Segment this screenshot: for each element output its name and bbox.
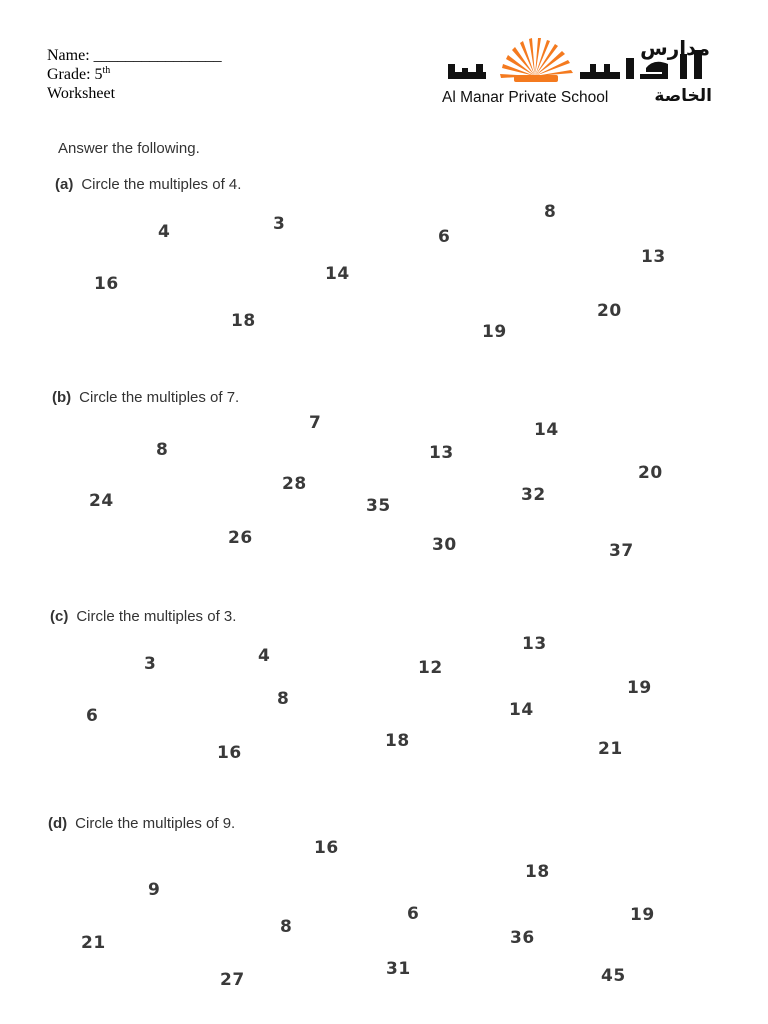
- logo-english-name: Al Manar Private School: [442, 89, 609, 106]
- number-item[interactable]: 9: [148, 880, 161, 900]
- number-item[interactable]: 8: [544, 202, 557, 222]
- number-item[interactable]: 18: [525, 862, 550, 882]
- number-item[interactable]: 14: [325, 264, 350, 284]
- number-item[interactable]: 16: [314, 838, 339, 858]
- number-item[interactable]: 13: [429, 443, 454, 463]
- number-item[interactable]: 45: [601, 966, 626, 986]
- number-item[interactable]: 28: [282, 474, 307, 494]
- number-item[interactable]: 12: [418, 658, 443, 678]
- number-item[interactable]: 30: [432, 535, 457, 555]
- number-item[interactable]: 20: [597, 301, 622, 321]
- number-item[interactable]: 8: [277, 689, 290, 709]
- number-item[interactable]: 14: [509, 700, 534, 720]
- question-d-label: (d) Circle the multiples of 9.: [48, 815, 236, 832]
- number-item[interactable]: 13: [522, 634, 547, 654]
- number-item[interactable]: 3: [144, 654, 157, 674]
- number-item[interactable]: 32: [521, 485, 546, 505]
- number-item[interactable]: 36: [510, 928, 535, 948]
- number-item[interactable]: 35: [366, 496, 391, 516]
- worksheet-label: Worksheet: [47, 85, 116, 102]
- number-item[interactable]: 13: [641, 247, 666, 267]
- number-item[interactable]: 21: [81, 933, 106, 953]
- question-c-label: (c) Circle the multiples of 3.: [50, 608, 237, 625]
- number-item[interactable]: 7: [309, 413, 322, 433]
- number-item[interactable]: 20: [638, 463, 663, 483]
- school-logo: [440, 28, 718, 114]
- number-item[interactable]: 3: [273, 214, 286, 234]
- number-item[interactable]: 8: [156, 440, 169, 460]
- number-item[interactable]: 21: [598, 739, 623, 759]
- number-item[interactable]: 16: [217, 743, 242, 763]
- number-item[interactable]: 14: [534, 420, 559, 440]
- number-item[interactable]: 6: [407, 904, 420, 924]
- number-item[interactable]: 19: [630, 905, 655, 925]
- number-item[interactable]: 4: [158, 222, 171, 242]
- number-item[interactable]: 18: [385, 731, 410, 751]
- number-item[interactable]: 27: [220, 970, 245, 990]
- question-a-label: (a) Circle the multiples of 4.: [55, 176, 242, 193]
- number-item[interactable]: 19: [482, 322, 507, 342]
- number-item[interactable]: 31: [386, 959, 411, 979]
- number-item[interactable]: 18: [231, 311, 256, 331]
- number-item[interactable]: 26: [228, 528, 253, 548]
- number-item[interactable]: 19: [627, 678, 652, 698]
- name-field-label: Name: ________________: [47, 47, 222, 64]
- logo-arabic-bottom: الخاصة: [654, 86, 712, 106]
- logo-arabic-top: مدارس: [640, 36, 710, 60]
- question-b-label: (b) Circle the multiples of 7.: [52, 389, 240, 406]
- instructions: Answer the following.: [58, 140, 200, 157]
- number-item[interactable]: 8: [280, 917, 293, 937]
- grade-label: Grade: 5th: [47, 65, 111, 83]
- number-item[interactable]: 6: [438, 227, 451, 247]
- number-item[interactable]: 4: [258, 646, 271, 666]
- number-item[interactable]: 6: [86, 706, 99, 726]
- number-item[interactable]: 37: [609, 541, 634, 561]
- number-item[interactable]: 24: [89, 491, 114, 511]
- number-item[interactable]: 16: [94, 274, 119, 294]
- student-header: [47, 46, 222, 103]
